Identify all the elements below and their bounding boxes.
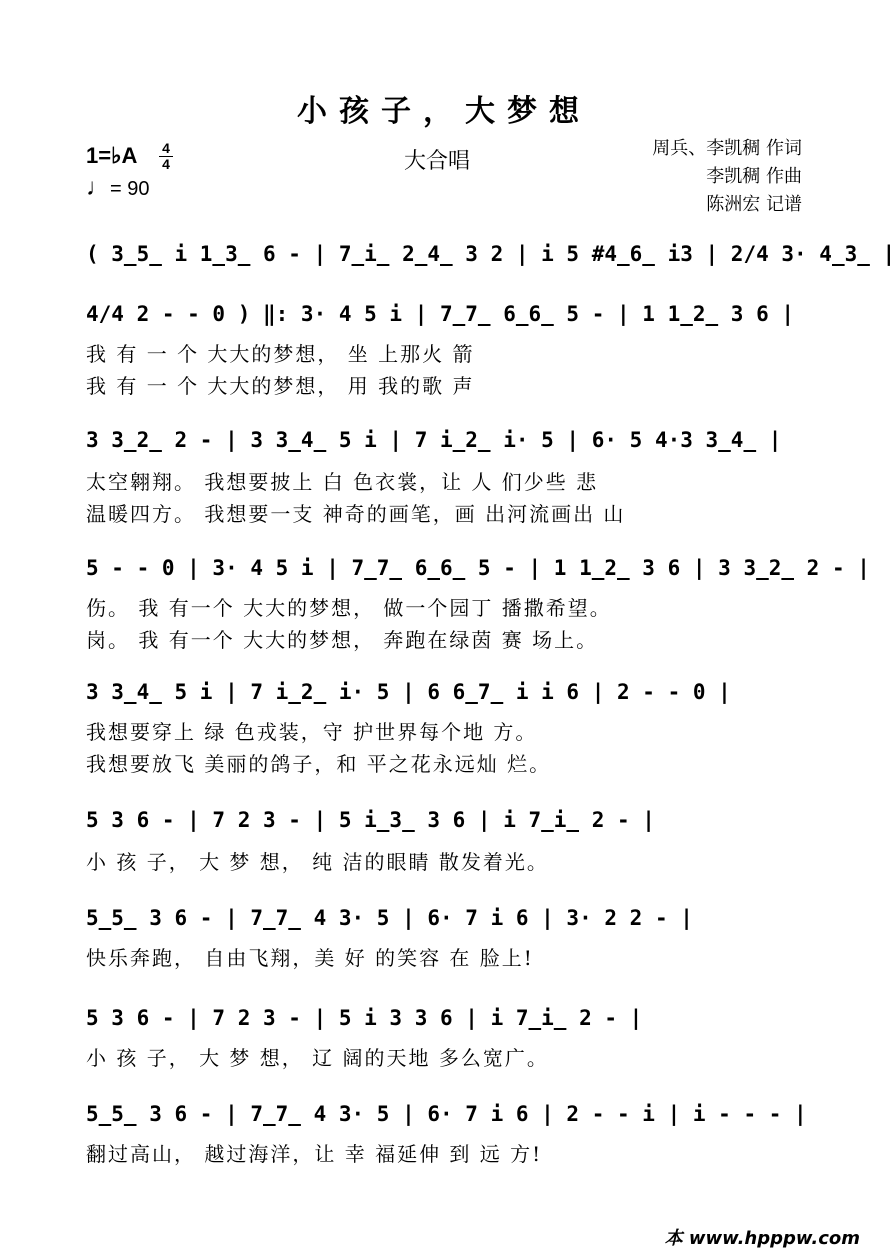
score-row-6-lyric-1: 小 孩 子， 大 梦 想， 纯 洁的眼睛 散发着光。 [86,850,549,874]
score-row-5-notes: 3 3̲4̲ 5 i | 7 i̲2̲ i· 5 | 6 6̲7̲ i i 6 | 2 - - 0 | [86,680,731,704]
credit-transcriber: 陈洲宏 记谱 [706,194,802,215]
key-signature: 1=♭A [86,143,138,168]
score-row-7-lyric-1: 快乐奔跑， 自由飞翔，美 好 的笑容 在 脸上! [86,946,534,970]
score-row-8-lyric-1: 小 孩 子， 大 梦 想， 辽 阔的天地 多么宽广。 [86,1046,549,1070]
song-title: 小孩子，大梦想 [297,94,591,129]
score-row-8-notes: 5 3 6 - | 7 2 3 - | 5 i 3 3 6 | i 7̲i̲ 2 - | [86,1006,643,1030]
score-row-2-notes: 4/4 2 - - 0 ) ‖: 3· 4 5 i | 7̲7̲ 6̲6̲ 5 - | 1 1̲2̲ 3 6 | [86,302,795,326]
score-row-3-notes: 3 3̲2̲ 2 - | 3 3̲4̲ 5 i | 7 i̲2̲ i· 5 | 6· 5 4·3 3̲4̲ | [86,428,782,452]
score-row-5-lyric-1: 我想要穿上 绿 色戎装，守 护世界每个地 方。 [86,720,538,744]
score-row-9-lyric-1: 翻过高山， 越过海洋，让 幸 福延伸 到 远 方! [86,1142,543,1166]
score-row-4-lyric-2: 岗。 我 有一个 大大的梦想， 奔跑在绿茵 赛 场上。 [86,628,599,652]
score-row-5-lyric-2: 我想要放飞 美丽的鸽子，和 平之花永远灿 烂。 [86,752,552,776]
tempo-marking [86,174,149,202]
time-signature-bottom: 4 [162,156,170,172]
credit-lyricist: 周兵、李凯稠 作词 [652,138,802,159]
site-watermark: 本 www.hpppw.com [664,1228,860,1249]
score-row-3-lyric-1: 太空翱翔。 我想要披上 白 色衣裳，让 人 们少些 悲 [86,470,599,494]
score-row-2-lyric-1: 我 有 一 个 大大的梦想， 坐 上那火 箭 [86,342,475,366]
score-row-9-notes: 5̲5̲ 3 6 - | 7̲7̲ 4 3· 5 | 6· 7 i 6 | 2 - - i | i - - - | [86,1102,807,1126]
time-signature-top: 4 [162,140,170,156]
tempo-value: = 90 [110,178,150,200]
time-signature [158,141,174,172]
score-row-7-notes: 5̲5̲ 3 6 - | 7̲7̲ 4 3· 5 | 6· 7 i 6 | 3· 2 2 - | [86,906,693,930]
score-row-4-notes: 5 - - 0 | 3· 4 5 i | 7̲7̲ 6̲6̲ 5 - | 1 1̲2̲ 3 6 | 3 3̲2̲ 2 - | [86,556,870,580]
score-row-2-lyric-2: 我 有 一 个 大大的梦想， 用 我的歌 声 [86,374,475,398]
performance-style: 大合唱 [404,149,471,174]
score-row-4-lyric-1: 伤。 我 有一个 大大的梦想， 做一个园丁 播撒希望。 [86,596,612,620]
score-row-3-lyric-2: 温暖四方。 我想要一支 神奇的画笔，画 出河流画出 山 [86,502,626,526]
quarter-note-icon: ♩ [86,174,110,201]
score-row-1-notes: ( 3̲5̲ i 1̲3̲ 6 - | 7̲i̲ 2̲4̲ 3 2 | i 5 #4̲6̲ i3 | 2/4 3· 4̲3̲ | [86,242,895,266]
credit-composer: 李凯稠 作曲 [706,166,802,187]
score-row-6-notes: 5 3 6 - | 7 2 3 - | 5 i̲3̲ 3 6 | i 7̲i̲ 2 - | [86,808,655,832]
